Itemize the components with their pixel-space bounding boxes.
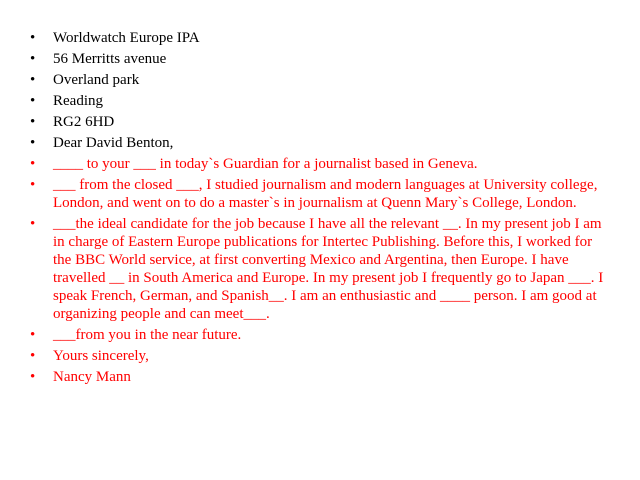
address-line-text: Reading [53, 93, 103, 109]
bullet-icon: • [30, 177, 36, 193]
bullet-icon: • [30, 51, 36, 67]
body-line-text: ___from you in the near future. [53, 327, 242, 343]
address-line-company [30, 29, 610, 47]
body-line-text: ___the ideal candidate for the job because I have all the relevant __. In my present job I am in charge of Eastern Europe publications for Intertec Publishing. Before this, I worked for the BBC World service, at first converting Mexico and Argentina, then Europe. I have travelled __ in South America and Europe. In my present job I frequently go to Japan ___. I speak French, German, and Spanish__. I am an enthusiastic and ____ person. I am good at organizing people and can meet___. [53, 216, 604, 322]
body-line-closing [30, 326, 610, 344]
body-line-education [30, 176, 610, 212]
address-line-text: 56 Merritts avenue [53, 51, 167, 67]
address-line-postcode [30, 113, 610, 131]
bullet-icon: • [30, 216, 36, 232]
salutation [30, 134, 610, 152]
bullet-icon: • [30, 327, 36, 343]
address-line-street [30, 50, 610, 68]
bullet-icon: • [30, 93, 36, 109]
sign-off [30, 347, 610, 365]
bullet-icon: • [30, 135, 36, 151]
body-line-text: ____ to your ___ in today`s Guardian for a journalist based in Geneva. [53, 156, 478, 172]
address-line-area [30, 71, 610, 89]
address-line-text: Overland park [53, 72, 140, 88]
body-line-text: ___ from the closed ___, I studied journalism and modern languages at University college, London, and went on to do a master`s in journalism at Quenn Mary`s College, London. [53, 177, 598, 211]
body-line-experience [30, 215, 610, 323]
bullet-icon: • [30, 369, 36, 385]
signature-name-text: Nancy Mann [53, 369, 131, 385]
letter-bullet-list [30, 29, 610, 389]
body-line-intro [30, 155, 610, 173]
address-line-city [30, 92, 610, 110]
salutation-text: Dear David Benton, [53, 135, 174, 151]
bullet-icon: • [30, 348, 36, 364]
sign-off-text: Yours sincerely, [53, 348, 149, 364]
address-line-text: Worldwatch Europe IPA [53, 30, 200, 46]
address-line-text: RG2 6HD [53, 114, 115, 130]
signature-name [30, 368, 610, 386]
bullet-icon: • [30, 30, 36, 46]
bullet-icon: • [30, 114, 36, 130]
bullet-icon: • [30, 156, 36, 172]
bullet-icon: • [30, 72, 36, 88]
